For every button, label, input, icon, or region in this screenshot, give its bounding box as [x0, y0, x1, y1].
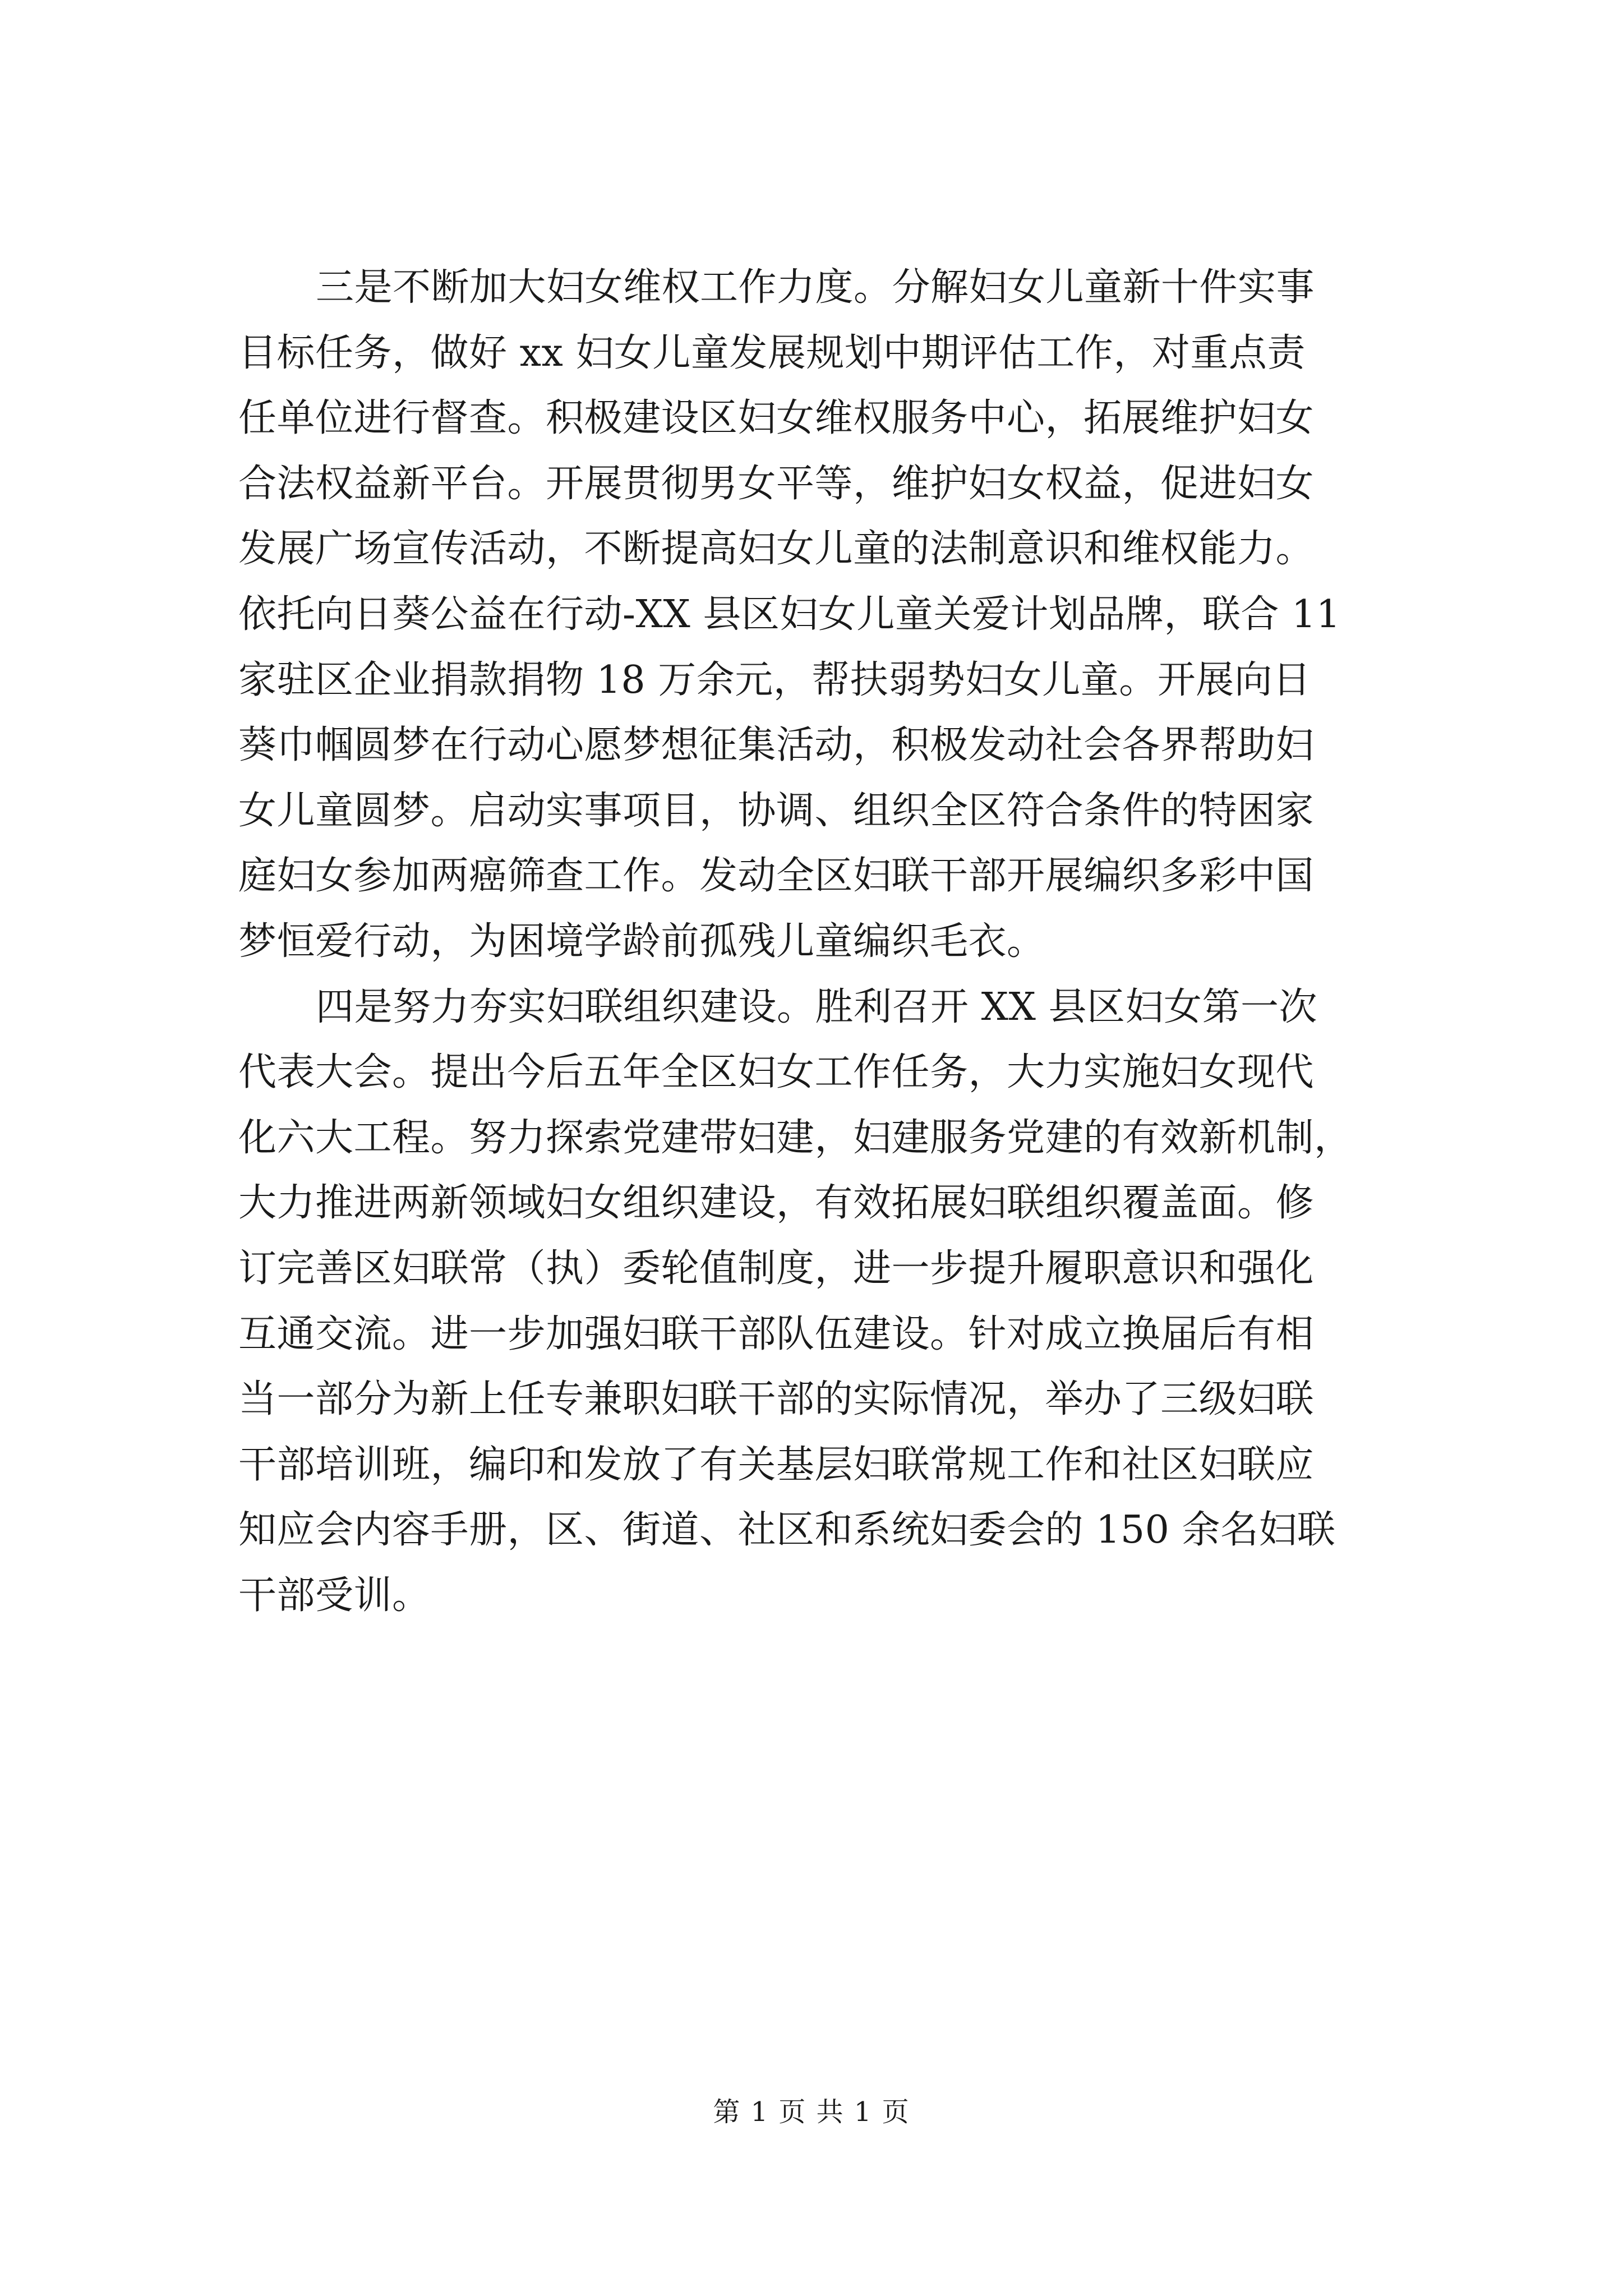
text-line: 四是努力夯实妇联组织建设。胜利召开 XX 县区妇女第一次: [316, 984, 1318, 1029]
text-line: 知应会内容手册，区、街道、社区和系统妇委会的 150 余名妇联: [238, 1508, 1336, 1553]
text-line: 三是不断加大妇女维权工作力度。分解妇女儿童新十件实事: [316, 265, 1315, 310]
text-line: 互通交流。进一步加强妇联干部队伍建设。针对成立换届后有相: [238, 1312, 1315, 1356]
text-line: 订完善区妇联常（执）委轮值制度，进一步提升履职意识和强化: [238, 1246, 1315, 1291]
text-line: 大力推进两新领域妇女组织建设，有效拓展妇联组织覆盖面。修: [238, 1181, 1315, 1226]
text-line: 干部受训。: [238, 1573, 431, 1618]
document-body: [238, 255, 1422, 1628]
text-line: 依托向日葵公益在行动-XX 县区妇女儿童关爱计划品牌，联合 11: [238, 592, 1341, 637]
text-line: 女儿童圆梦。启动实事项目，协调、组织全区符合条件的特困家: [238, 788, 1315, 833]
text-line: 发展广场宣传活动，不断提高妇女儿童的法制意识和维权能力。: [238, 527, 1315, 572]
text-line: 庭妇女参加两癌筛查工作。发动全区妇联干部开展编织多彩中国: [238, 854, 1315, 899]
page-number-footer: 第 1 页 共 1 页: [713, 2096, 910, 2128]
text-line: 化六大工程。努力探索党建带妇建，妇建服务党建的有效新机制，: [238, 1115, 1353, 1160]
text-line: 目标任务，做好 xx 妇女儿童发展规划中期评估工作，对重点责: [238, 330, 1306, 375]
text-line: 梦恒爱行动，为困境学龄前孤残儿童编织毛衣。: [238, 919, 1045, 964]
text-line: 葵巾帼圆梦在行动心愿梦想征集活动，积极发动社会各界帮助妇: [238, 723, 1315, 768]
paragraph-2: [238, 975, 1422, 1629]
paragraph-1: [238, 255, 1422, 975]
text-line: 家驻区企业捐款捐物 18 万余元，帮扶弱势妇女儿童。开展向日: [238, 657, 1311, 702]
text-line: 代表大会。提出今后五年全区妇女工作任务，大力实施妇女现代: [238, 1050, 1315, 1095]
text-line: 当一部分为新上任专兼职妇联干部的实际情况，举办了三级妇联: [238, 1377, 1315, 1422]
text-line: 合法权益新平台。开展贯彻男女平等，维护妇女权益，促进妇女: [238, 461, 1315, 506]
text-line: 干部培训班，编印和发放了有关基层妇联常规工作和社区妇联应: [238, 1442, 1315, 1487]
text-line: 任单位进行督查。积极建设区妇女维权服务中心，拓展维护妇女: [238, 396, 1315, 441]
